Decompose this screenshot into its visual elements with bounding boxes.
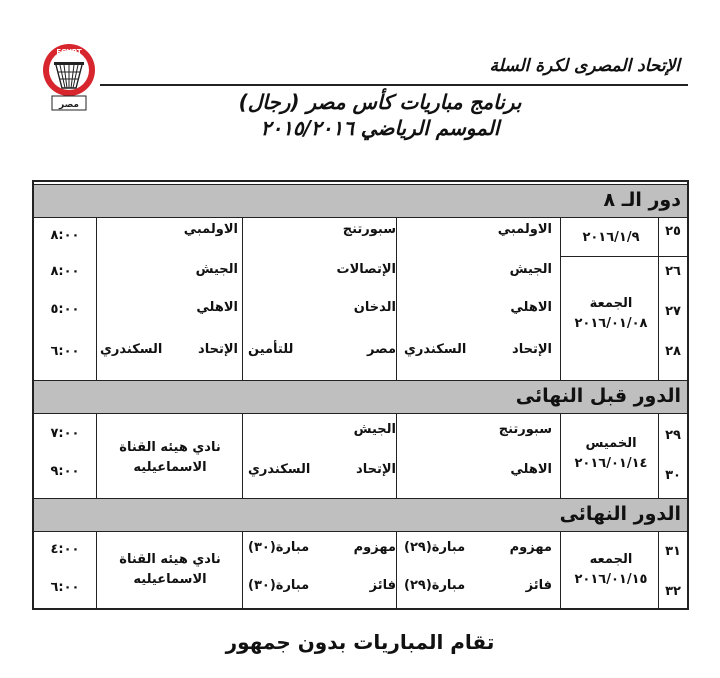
grid-line <box>560 414 561 498</box>
team-away: الإتحاد السكندري <box>248 462 396 477</box>
match-date: الخميس ٢٠١٦/٠١/١٤ <box>574 436 648 471</box>
team-away: مهزوم مبارة(٣٠) <box>248 540 396 555</box>
team-home: الاهلي <box>510 300 552 315</box>
team-home: الاهلي <box>510 462 552 477</box>
season-subtitle: الموسم الرياضي ٢٠١٥/٢٠١٦ <box>260 116 500 140</box>
team-away: الدخان <box>353 300 396 315</box>
grid-line <box>242 532 243 608</box>
grid-line <box>96 414 97 498</box>
match-number: ٣٠ <box>665 468 681 483</box>
match-date: ٢٠١٦/١/٩ <box>582 230 640 245</box>
match-number: ٣٢ <box>665 584 681 599</box>
grid-line <box>96 532 97 608</box>
venue: الجيش <box>195 262 238 277</box>
team-home: الجيش <box>509 262 552 277</box>
venue: الإتحاد السكندري <box>100 342 238 357</box>
match-date: الجمعه ٢٠١٦/٠١/١٥ <box>574 552 648 587</box>
match-time: ٨:٠٠ <box>50 264 80 279</box>
section-label: دور الـ ٨ <box>603 189 681 211</box>
match-time: ٧:٠٠ <box>50 426 80 441</box>
grid-line <box>560 218 561 380</box>
grid-line <box>242 218 243 380</box>
grid-line <box>396 218 397 380</box>
logo-bottom-text: مصر <box>58 100 80 110</box>
match-date: الجمعة ٢٠١٦/٠١/٠٨ <box>574 296 648 331</box>
venue: الاولمبي <box>183 222 238 237</box>
match-time: ٤:٠٠ <box>50 542 80 557</box>
match-number: ٢٦ <box>665 264 681 279</box>
team-home: سبورتنج <box>498 422 552 437</box>
footer-note: تقام المباريات بدون جمهور <box>225 630 495 654</box>
grid-line <box>396 414 397 498</box>
team-away: سبورتنج <box>342 222 396 237</box>
match-number: ٢٩ <box>665 428 681 443</box>
match-time: ٩:٠٠ <box>50 464 80 479</box>
match-time: ٦:٠٠ <box>50 344 80 359</box>
grid-line <box>242 414 243 498</box>
team-away: الإتصالات <box>336 262 396 277</box>
match-time: ٦:٠٠ <box>50 580 80 595</box>
match-number: ٢٧ <box>665 304 681 319</box>
match-number: ٣١ <box>665 544 681 559</box>
grid-line <box>560 256 687 257</box>
logo-top-text: EGYPT <box>56 48 82 56</box>
match-time: ٥:٠٠ <box>50 302 80 317</box>
team-away: الجيش <box>353 422 396 437</box>
schedule-table <box>32 180 689 610</box>
section-band-round-of-8 <box>34 184 687 218</box>
grid-line <box>560 532 561 608</box>
section-label: الدور قبل النهائى <box>515 385 681 407</box>
org-name: الإتحاد المصرى لكرة السلة <box>489 56 680 76</box>
section-band-final <box>34 498 687 532</box>
section-band-semi-final <box>34 380 687 414</box>
venue: نادي هيئه القناة الاسماعيليه <box>119 440 221 475</box>
grid-line <box>396 532 397 608</box>
team-home: الاولمبي <box>497 222 552 237</box>
header-divider <box>100 84 688 86</box>
match-number: ٢٨ <box>665 344 681 359</box>
match-time: ٨:٠٠ <box>50 228 80 243</box>
venue: نادي هيئه القناة الاسماعيليه <box>119 552 221 587</box>
team-away: فائز مبارة(٣٠) <box>248 578 396 593</box>
team-home: مهزوم مبارة(٢٩) <box>404 540 552 555</box>
grid-line <box>96 218 97 380</box>
section-label: الدور النهائى <box>559 503 681 525</box>
venue: الاهلي <box>196 300 238 315</box>
page-title: برنامج مباريات كأس مصر (رجال) <box>238 90 522 114</box>
team-home: الإتحاد السكندري <box>404 342 552 357</box>
team-home: فائز مبارة(٢٩) <box>404 578 552 593</box>
team-away: مصر للتأمين <box>248 342 396 357</box>
match-number: ٢٥ <box>665 224 681 239</box>
